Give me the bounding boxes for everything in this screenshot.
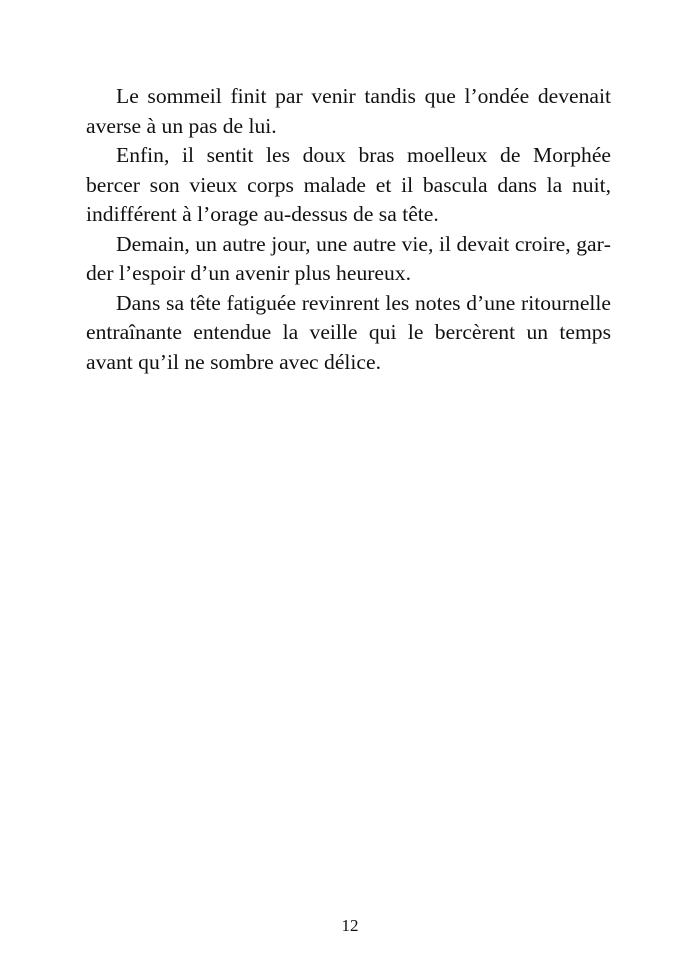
body-text [86,82,611,377]
paragraph-3: Demain, un autre jour, une autre vie, il devait croire, garder l’espoir d’un avenir plus heureux. [86,231,611,285]
paragraph-1: Le sommeil finit par venir tandis que l’ondée devenait averse à un pas de lui. [86,84,611,138]
page-number: 12 [341,916,359,935]
paragraph-4: Dans sa tête fatiguée revinrent les notes d’une ritournelle entraînante entendue la veille qui le bercèrent un temps avant qu’il ne sombre avec délice. [86,290,611,374]
paragraph-2: Enfin, il sentit les doux bras moelleux de Morphée bercer son vieux corps malade et il bascula dans la nuit, indifférent à l’orage au-dessus de sa tête. [86,143,611,226]
